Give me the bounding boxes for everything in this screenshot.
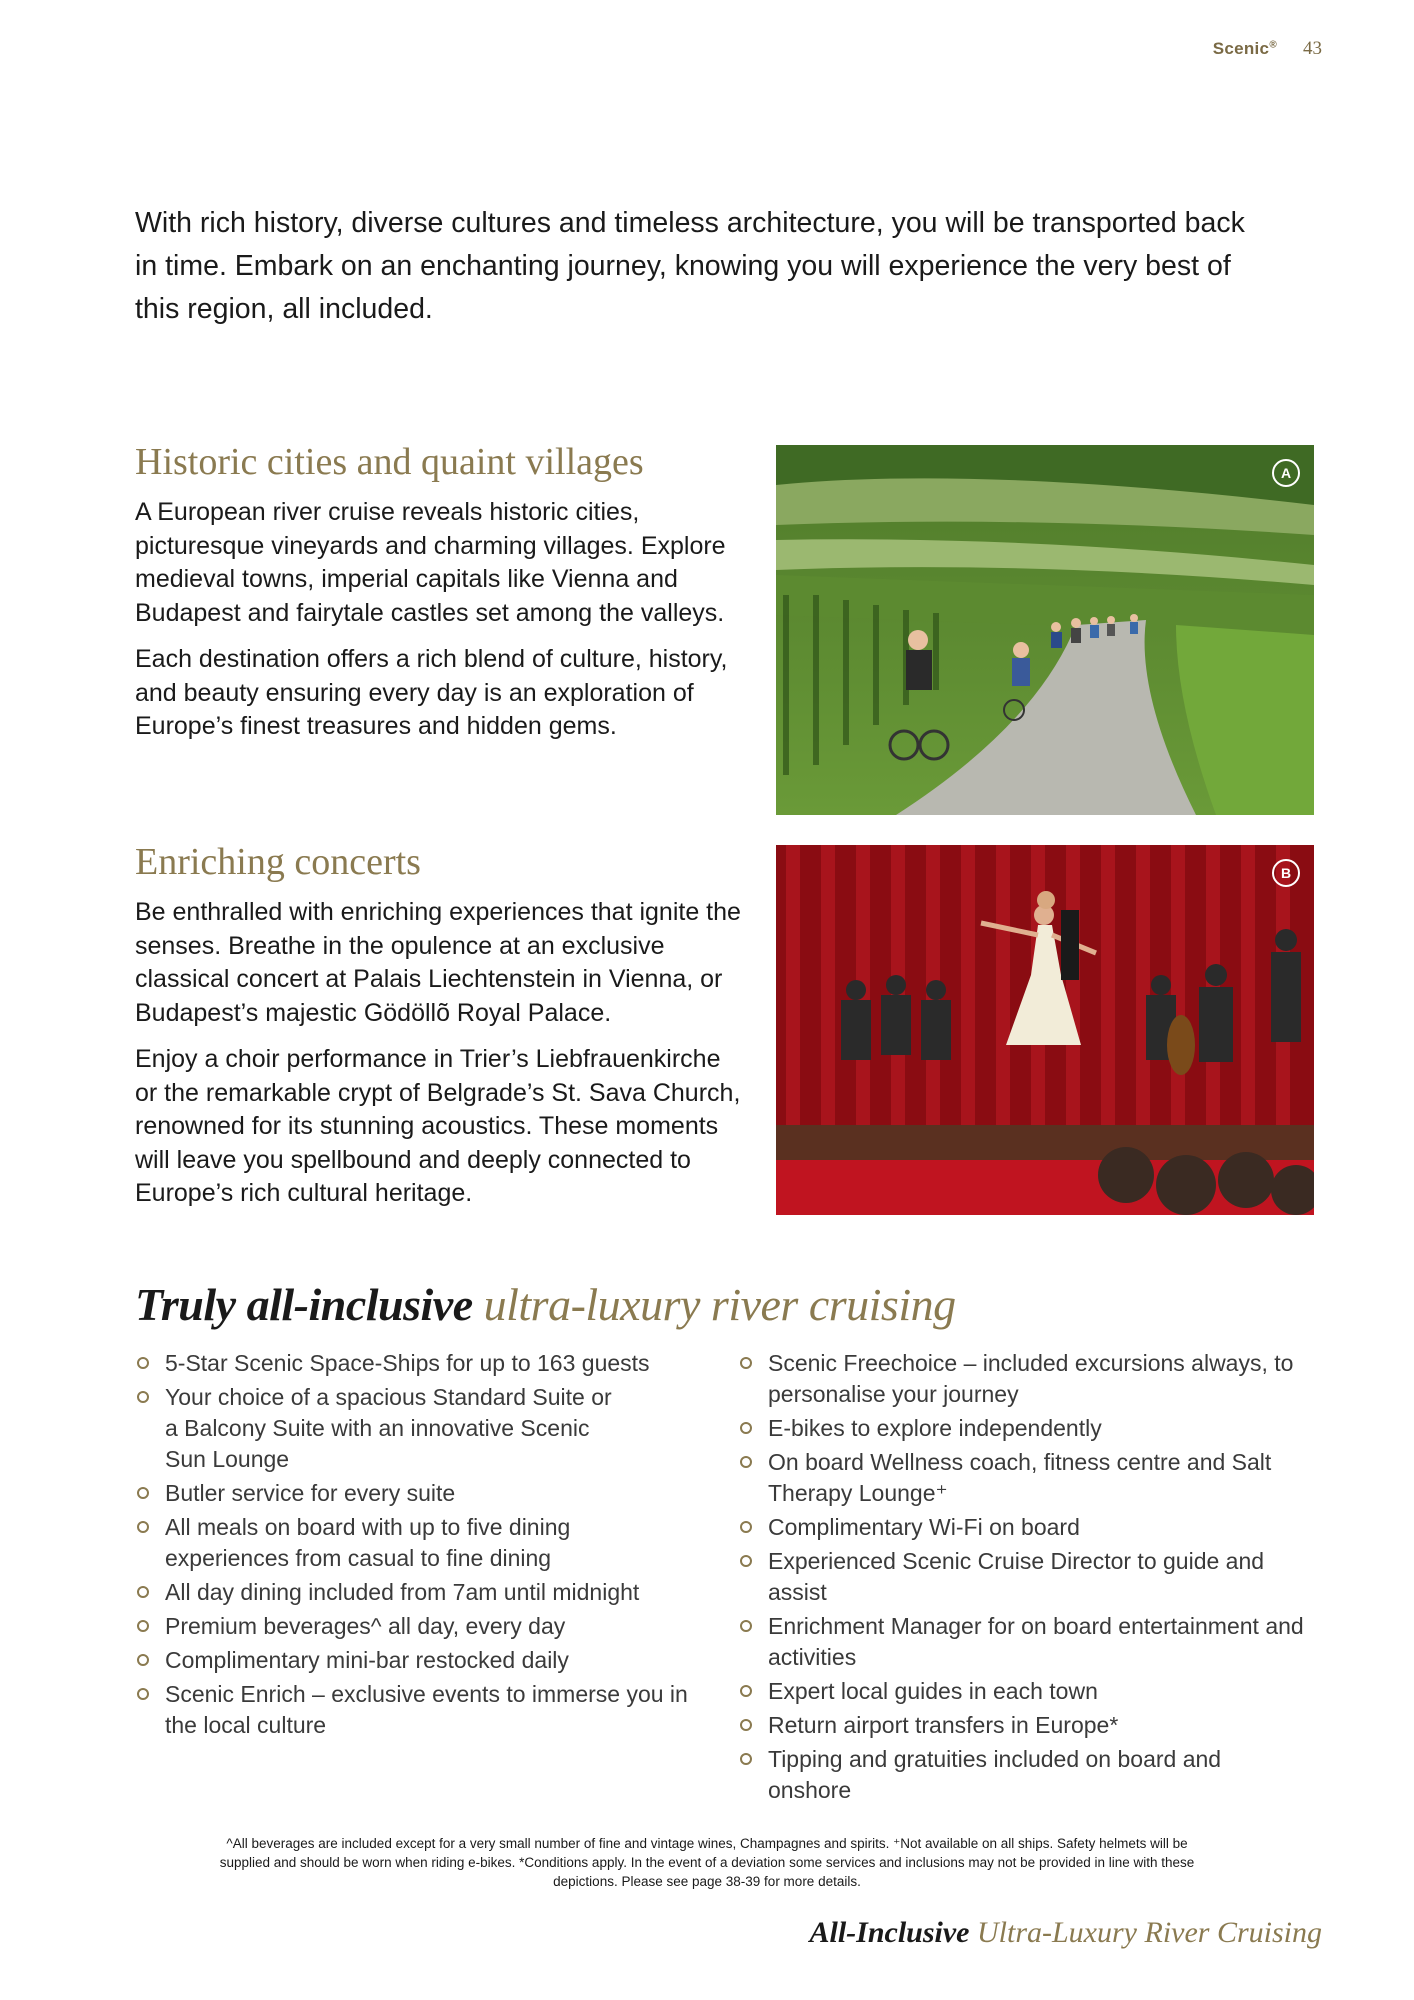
paragraph: Be enthralled with enriching experiences that ignite the senses. Breathe in the opulence at an exclusive classical concert at Palais Liechtenstein in Vienna, or Budapest’s majestic Gödöllõ Royal Palace. bbox=[135, 898, 741, 1027]
section-title-historic-cities: Historic cities and quaint villages bbox=[135, 441, 644, 483]
list-item: Scenic Freechoice – included excursions always, to personalise your journey bbox=[738, 1348, 1304, 1410]
photo-cycling-vineyards bbox=[776, 445, 1314, 815]
paragraph: Each destination offers a rich blend of culture, history, and beauty ensuring every day is an exploration of Europe’s finest treasures and hidden gems. bbox=[135, 645, 728, 740]
list-item: Complimentary Wi-Fi on board bbox=[738, 1512, 1304, 1543]
paragraph: A European river cruise reveals historic cities, picturesque vineyards and charming villages. Explore medieval towns, imperial capitals like Vienna and Budapest and fairytale castles set among the valleys. bbox=[135, 498, 726, 627]
list-item: Butler service for every suite bbox=[135, 1478, 715, 1509]
list-item: Your choice of a spacious Standard Suite or a Balcony Suite with an innovative Scenic Sun Lounge bbox=[135, 1382, 715, 1475]
list-item: Complimentary mini-bar restocked daily bbox=[135, 1645, 715, 1676]
list-item: Experienced Scenic Cruise Director to guide and assist bbox=[738, 1546, 1304, 1608]
list-item: Expert local guides in each town bbox=[738, 1676, 1304, 1707]
section-body-enriching-concerts bbox=[135, 896, 745, 1224]
section-title-enriching-concerts: Enriching concerts bbox=[135, 841, 421, 883]
list-item: On board Wellness coach, fitness centre and Salt Therapy Lounge⁺ bbox=[738, 1447, 1304, 1509]
page-tagline: All-Inclusive Ultra-Luxury River Cruising bbox=[809, 1916, 1322, 1949]
list-item: E-bikes to explore independently bbox=[738, 1413, 1304, 1444]
list-item: Scenic Enrich – exclusive events to immerse you in the local culture bbox=[135, 1679, 715, 1741]
list-item: Return airport transfers in Europe* bbox=[738, 1710, 1304, 1741]
paragraph: Enjoy a choir performance in Trier’s Liebfrauenkirche or the remarkable crypt of Belgrade’s St. Sava Church, renowned for its stunning acoustics. These moments will leave you spellbound and deeply connected to Europe’s rich cultural heritage. bbox=[135, 1045, 741, 1207]
cycling-vineyard-illustration bbox=[776, 445, 1314, 815]
inclusions-list-right bbox=[738, 1348, 1304, 1809]
section-body-historic-cities bbox=[135, 496, 745, 757]
list-item: All day dining included from 7am until midnight bbox=[135, 1577, 715, 1608]
inclusive-title: Truly all-inclusive ultra-luxury river cruising bbox=[135, 1279, 956, 1330]
photo-label-badge: B bbox=[1272, 859, 1300, 887]
list-item: All meals on board with up to five dining experiences from casual to fine dining bbox=[135, 1512, 715, 1574]
list-item: Tipping and gratuities included on board and onshore bbox=[738, 1744, 1304, 1806]
footnote: ^All beverages are included except for a very small number of fine and vintage wines, Champagnes and spirits. ⁺Not available on all ships. Safety helmets will be supplied and should be worn when riding e-bikes. *Conditions apply. In the event of a deviation some services and inclusions may not be provided in line with these depictions. Please see page 38-39 for more details. bbox=[219, 1836, 1195, 1889]
list-item: Premium beverages^ all day, every day bbox=[135, 1611, 715, 1642]
concert-illustration bbox=[776, 845, 1314, 1215]
list-item: 5-Star Scenic Space-Ships for up to 163 guests bbox=[135, 1348, 715, 1379]
photo-label-badge: A bbox=[1272, 459, 1300, 487]
intro-paragraph: With rich history, diverse cultures and timeless architecture, you will be transported back in time. Embark on an enchanting journey, knowing you will experience the very best of this region, all included. bbox=[135, 207, 1245, 325]
brand-name: Scenic® bbox=[1212, 39, 1277, 58]
photo-concert bbox=[776, 845, 1314, 1215]
inclusions-list-left bbox=[135, 1348, 715, 1744]
page-header bbox=[1213, 38, 1322, 60]
list-item: Enrichment Manager for on board entertainment and activities bbox=[738, 1611, 1304, 1673]
page-number: 43 bbox=[1303, 38, 1322, 59]
